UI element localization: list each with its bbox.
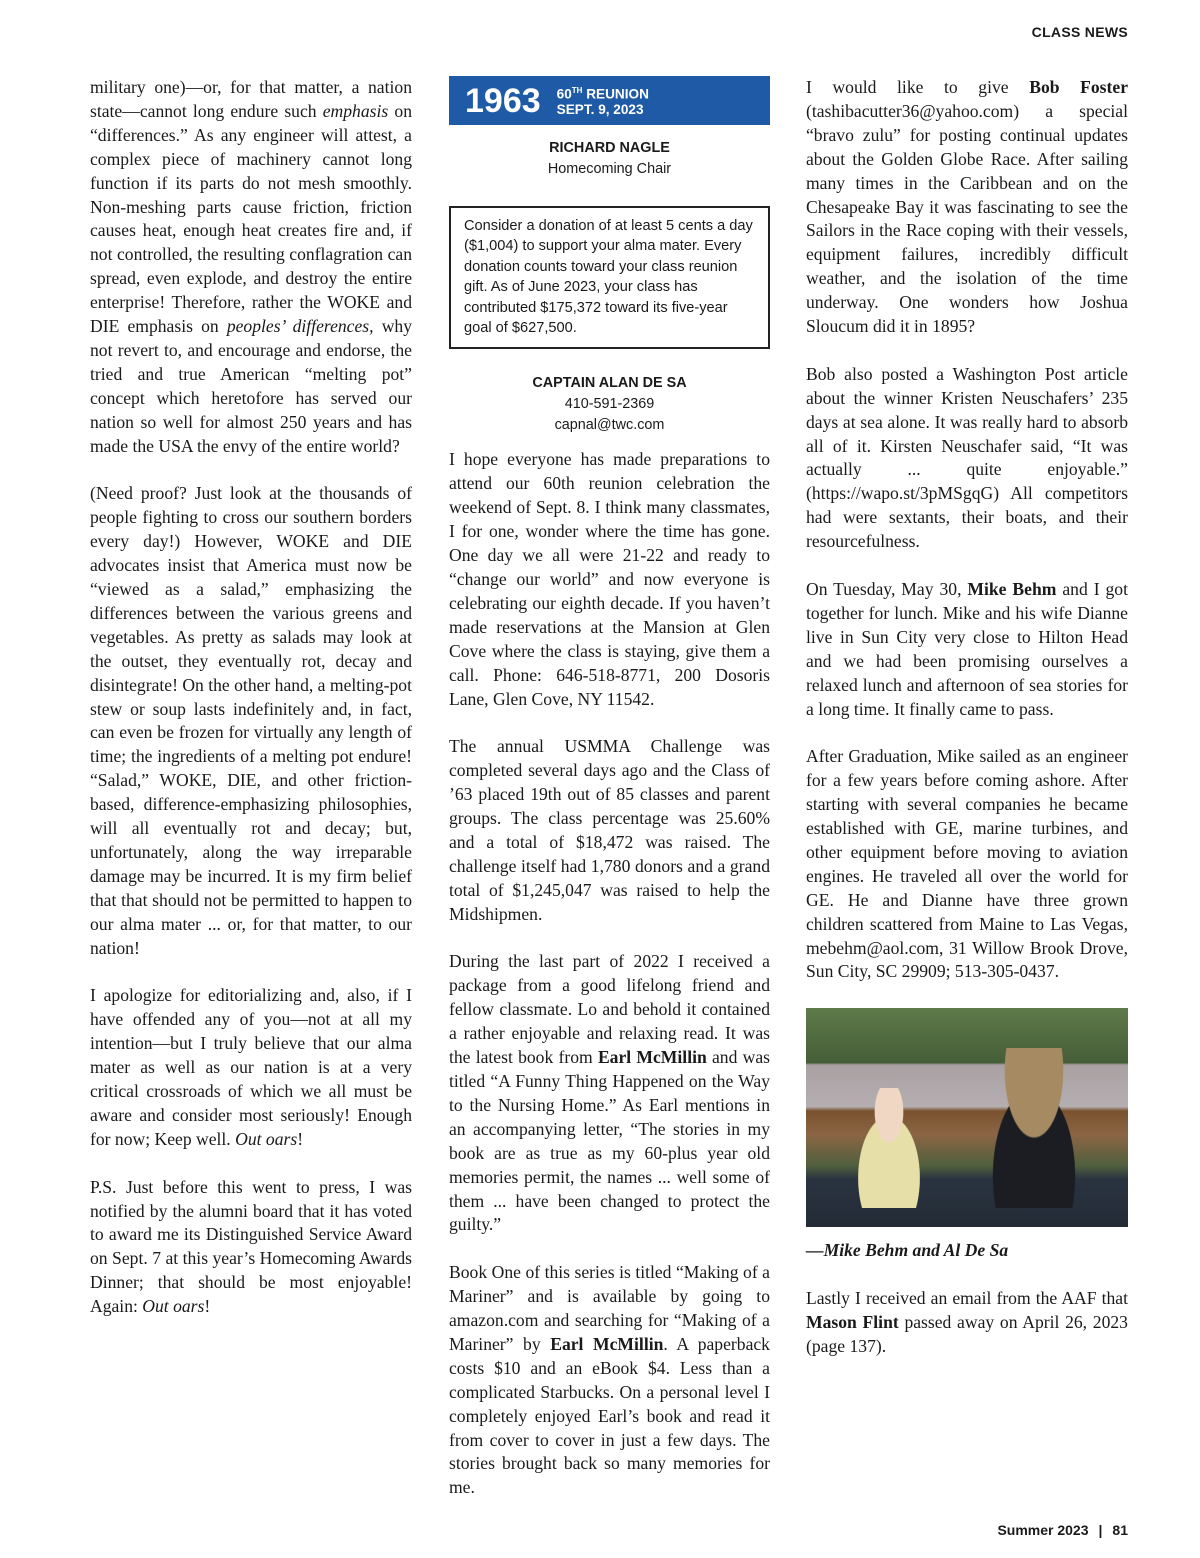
issue-label: Summer 2023 [997,1522,1089,1538]
section-label: CLASS NEWS [1031,24,1128,40]
paragraph: P.S. Just before this went to press, I was notified by the alumni board that it has voted to award me its Distinguished Service Award on Sept. 7 at this year’s Homecoming Awards Dinner; that should be most enjoyable! Again: Out oars! [90,1176,412,1317]
correspondent-phone: 410-591-2369 [564,396,655,413]
photo-person-right [974,1048,1094,1208]
reunion-date: SEPT. 9, 2023 [556,102,644,118]
paragraph: During the last part of 2022 I received a package from a good lifelong friend and fellow classmate. Lo and behold it contained a rather enjoyable and relaxing read. It was the latest book from Earl McMillin and was titled “A Funny Thing Happened on the Way to the Nursing Home.” As Earl mentions in an accompanying letter, “The stories in my book are as true as my 60-plus year old memories permit, the names ... well some of them ... have been changed to protect the guilty.” [449,951,770,1235]
page-footer [997,1522,1128,1538]
paragraph: After Graduation, Mike sailed as an engineer for a few years before coming ashore. After starting with several companies he became established with GE, marine turbines, and other equipment before moving to aviation engines. He traveled all over the world for GE. He and Dianne have three grown children scattered from Maine to Las Vegas, mebehm@aol.com, 31 Willow Brook Drove, Sun City, SC 29909; 513-305-0437. [806,746,1128,982]
paragraph: On Tuesday, May 30, Mike Behm and I got together for lunch. Mike and his wife Dianne live in Sun City very close to Hilton Head and we had been promising ourselves a relaxed lunch and afternoon of sea stories for a long time. It finally came to pass. [806,579,1128,719]
class-correspondent [449,373,770,436]
middle-column [449,76,770,1500]
photo-mike-behm-al-de-sa [806,1008,1128,1227]
chair-title: Homecoming Chair [547,161,672,177]
paragraph: I apologize for editorializing and, also, if I have offended any of you—not at all my intention—but I truly believe that our alma mater as well as our nation is at a very critical crossroads of which we all must be aware and consider most seriously! Enough for now; Keep well. Out oars! [90,985,412,1149]
paragraph: The annual USMMA Challenge was completed several days ago and the Class of ’63 placed 19th out of 85 classes and parent groups. The class percentage was 25.60% and a total of $18,472 was raised. The challenge itself had 1,780 donors and a grand total of $1,245,047 was raised to help the Midshipmen. [449,736,770,924]
right-column [806,76,1128,1359]
reunion-info [557,83,649,119]
paragraph: Book One of this series is titled “Making of a Mariner” and is available by going to amazon.com and searching for “Making of a Mariner” by Earl McMillin. A paperback costs $10 and an eBook $4. Less than a complicated Starbucks. On a personal level I completely enjoyed Earl’s book and read it from cover to cover in just a few days. The stories brought back so many memories for me. [449,1262,770,1498]
donation-box: Consider a donation of at least 5 cents a day ($1,004) to support your alma mater. Every donation counts toward your class reunion gift. As of June 2023, your class has contributed $175,372 toward its five-year goal of $627,500. [449,206,770,349]
correspondent-name: CAPTAIN ALAN DE SA [532,375,687,392]
reunion-label: 60TH REUNION [556,85,649,102]
correspondent-email: capnal@twc.com [554,417,665,434]
chair-name: RICHARD NAGLE [549,140,670,156]
homecoming-chair [449,138,770,180]
photo-person-left [844,1088,934,1208]
paragraph: Bob also posted a Washington Post article about the winner Kristen Neuschafers’ 235 days at sea alone. It was really hard to absorb all of it. Kirsten Neuschafer said, “It was actually ... quite enjoyable.” (https://wapo.st/3pMSgqG) All competitors had were sextants, their boats, and their resourcefulness. [806,363,1128,552]
left-column [90,76,412,1319]
footer-separator: | [1098,1522,1103,1538]
paragraph: I hope everyone has made preparations to attend our 60th reunion celebration the weekend of Sept. 8. I think many classmates, I for one, wonder where the time has gone. One day we all were 21-22 and ready to “change our world” and now everyone is celebrating our eighth decade. If you haven’t made reservations at the Mansion at Glen Cove where the class is staying, give them a call. Phone: 646-518-8771, 200 Dosoris Lane, Glen Cove, NY 11542. [449,449,770,709]
paragraph: (Need proof? Just look at the thousands of people fighting to cross our southern borders every day!) However, WOKE and DIE advocates insist that America must now be “viewed as a salad,” emphasizing the differences between the various greens and vegetables. As pretty as salads may look at the outset, they eventually rot, decay and disintegrate! On the other hand, a melting-pot stew or soup lasts indefinitely and, in fact, can even be frozen for virtually any length of time; the ingredients of a melting pot endure! “Salad,” WOKE, DIE, and other friction-based, difference-emphasizing philosophies, will all eventually rot and decay; but, unfortunately, along the way irreparable damage may be incurred. It is my firm belief that that should not be permitted to happen to our alma mater ... or, for that matter, to our nation! [90,483,412,958]
class-year: 1963 [465,81,541,120]
photo-caption: —Mike Behm and Al De Sa [806,1240,1009,1261]
page-number: 81 [1112,1522,1128,1538]
paragraph: Lastly I received an email from the AAF that Mason Flint passed away on April 26, 2023 (page 137). [806,1288,1128,1356]
paragraph: military one)—or, for that matter, a nation state—cannot long endure such emphasis on “differences.” As any engineer will attest, a complex piece of machinery cannot long function if its parts do not mesh smoothly. Non-meshing parts cause friction, friction causes heat, enough heat creates fire and, if not controlled, the resulting conflagration can spread, even explode, and destroy the entire enterprise! Therefore, rather the WOKE and DIE emphasis on peoples’ differences, why not revert to, and encourage and endorse, the tried and true American “melting pot” concept which heretofore has served our nation so well for almost 250 years and has made the USA the envy of the entire world? [90,77,412,456]
paragraph: I would like to give Bob Foster (tashibacutter36@yahoo.com) a special “bravo zulu” for posting continual updates about the Golden Globe Race. After sailing many times in the Caribbean and on the Chesapeake Bay it was fascinating to see the Sailors in the Race coping with their vessels, equipment failures, incredibly difficult weather, and the isolation of the time underway. One wonders how Joshua Sloucum did it in 1895? [806,77,1129,337]
class-year-banner [449,76,770,125]
